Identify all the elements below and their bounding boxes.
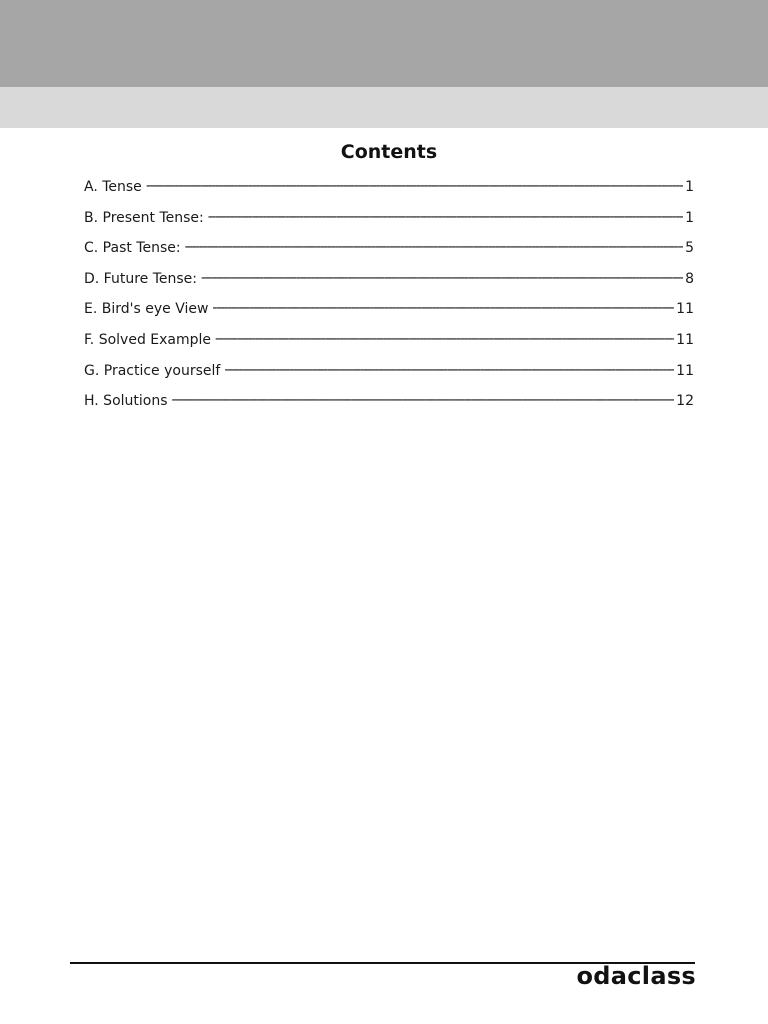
toc-entry-tense[interactable]: [84, 179, 694, 210]
toc-entry-label: D. Future Tense:: [84, 270, 197, 287]
toc-entry-solved-example[interactable]: [84, 332, 694, 363]
dot-leader: [146, 178, 683, 194]
toc-entry-present-tense[interactable]: [84, 210, 694, 241]
toc-entry-past-tense[interactable]: [84, 240, 694, 271]
dot-leader: [208, 209, 683, 225]
dot-leader: [224, 362, 674, 378]
toc-entry-page: 8: [685, 270, 694, 287]
toc-entry-future-tense[interactable]: [84, 271, 694, 302]
toc-entry-page: 11: [676, 331, 694, 348]
toc-entry-label: E. Bird's eye View: [84, 301, 209, 318]
toc-entry-page: 1: [685, 209, 694, 226]
toc-entry-label: A. Tense: [84, 179, 142, 195]
toc-entry-label: H. Solutions: [84, 393, 168, 410]
toc-entry-label: B. Present Tense:: [84, 209, 204, 226]
toc-entry-label: G. Practice yourself: [84, 362, 221, 379]
toc-entry-birds-eye-view[interactable]: [84, 301, 694, 332]
header-band-light: [0, 87, 768, 128]
toc-entry-practice-yourself[interactable]: [84, 363, 694, 394]
toc-entry-page: 12: [676, 393, 694, 410]
toc-entry-page: 11: [676, 301, 694, 318]
dot-leader: [201, 270, 683, 286]
table-of-contents: [84, 179, 694, 424]
dot-leader: [185, 239, 683, 255]
dot-leader: [172, 392, 675, 408]
toc-entry-label: F. Solved Example: [84, 331, 212, 348]
contents-title: Contents: [340, 141, 438, 163]
toc-entry-solutions[interactable]: [84, 393, 694, 424]
toc-entry-page: 5: [685, 240, 694, 257]
toc-entry-page: 11: [676, 362, 694, 379]
toc-entry-page: 1: [685, 179, 694, 195]
toc-entry-label: C. Past Tense:: [84, 240, 181, 257]
brand-logo: odaclass: [576, 962, 696, 990]
dot-leader: [215, 331, 674, 347]
header-band-dark: [0, 0, 768, 87]
dot-leader: [212, 300, 674, 316]
